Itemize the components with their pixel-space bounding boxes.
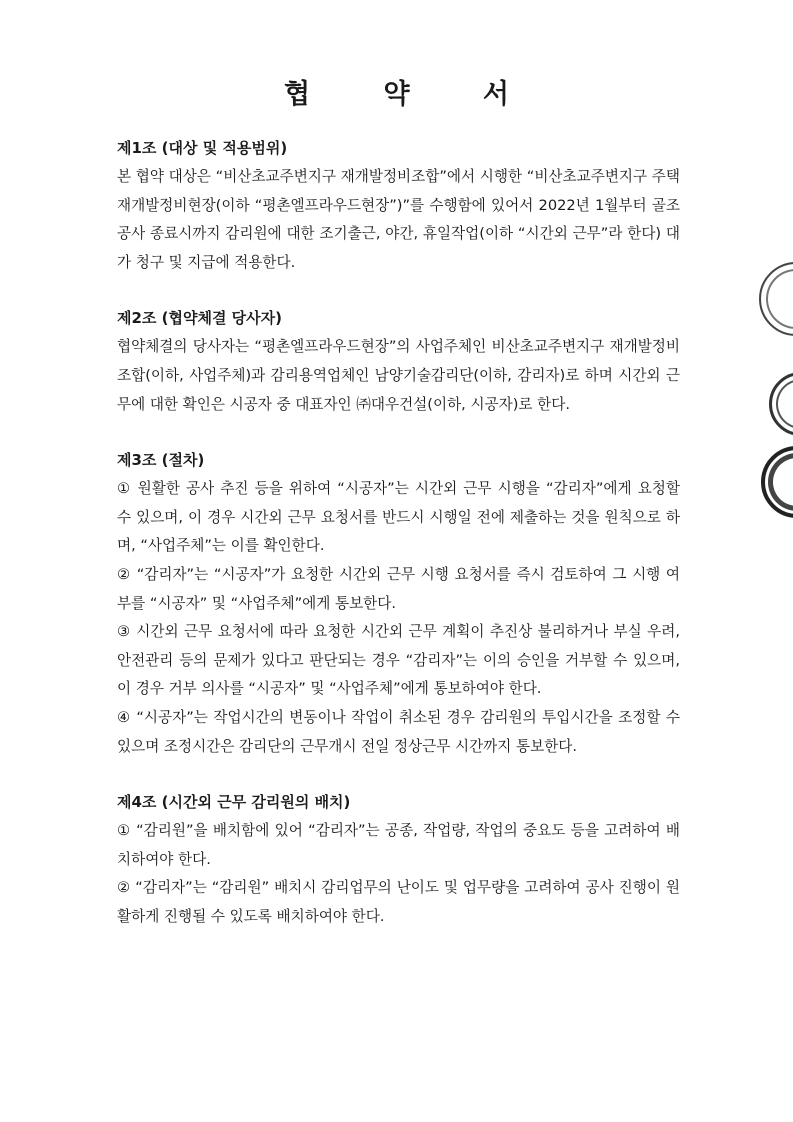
- article-2: [117, 304, 680, 419]
- article-heading: 제2조 (협약체결 당사자): [117, 309, 283, 328]
- article-paragraph: ① “감리원”을 배치함에 있어 “감리자”는 공종, 작업량, 작업의 중요도 등을 고려하여 배치하여야 한다.: [117, 822, 680, 868]
- article-3: [117, 446, 680, 761]
- article-1: [117, 134, 680, 277]
- article-heading: 제4조 (시간외 근무 감리원의 배치): [117, 793, 351, 812]
- article-heading: 제1조 (대상 및 적용범위): [117, 139, 288, 157]
- article-paragraph: ③ 시간외 근무 요청서에 따라 요청한 시간외 근무 계획이 추진상 불리하거나 부실 우려, 안전관리 등의 문제가 있다고 판단되는 경우 “감리자”는 이의 승인을 거부할 수 있으며, 이 경우 거부 의사를 “시공자” 및 “사업주체”에게 통보하여야 한다.: [117, 623, 680, 698]
- article-paragraph: ① 원활한 공사 추진 등을 위하여 “시공자”는 시간외 근무 시행을 “감리자”에게 요청할 수 있으며, 이 경우 시간외 근무 요청서를 반드시 시행일 전에 제출하는 것을 원칙으로 하며, “사업주체”는 이를 확인한다.: [117, 480, 680, 555]
- article-paragraph: ② “감리자”는 “감리원” 배치시 감리업무의 난이도 및 업무량을 고려하여 공사 진행이 원활하게 진행될 수 있도록 배치하여야 한다.: [117, 879, 680, 925]
- article-4: [117, 788, 680, 931]
- seal-stamp-icon: [769, 372, 793, 436]
- article-paragraph: ④ “시공자”는 작업시간의 변동이나 작업이 취소된 경우 감리원의 투입시간을 조정할 수 있으며 조정시간은 감리단의 근무개시 전일 정상근무 시간까지 통보한다.: [117, 708, 680, 755]
- article-paragraph: 본 협약 대상은 “비산초교주변지구 재개발정비조합”에서 시행한 “비산초교주변지구 주택재개발정비현장(이하 “평촌엘프라우드현장”)”를 수행함에 있어서 2022년 1월부터 골조공사 종료시까지 감리원에 대한 조기출근, 야간, 휴일작업(이하 “시간외 근무”라 한다) 대가 청구 및 지급에 적용한다.: [117, 168, 680, 271]
- article-heading: 제3조 (절차): [117, 451, 205, 470]
- seal-stamp-icon: [759, 262, 793, 336]
- document-body: [117, 134, 680, 958]
- article-paragraph: ② “감리자”는 “시공자”가 요청한 시간외 근무 시행 요청서를 즉시 검토하여 그 시행 여부를 “시공자” 및 “사업주체”에게 통보한다.: [117, 565, 680, 612]
- seal-stamp-icon: [761, 446, 793, 518]
- document-title: 협 약 서: [283, 79, 542, 110]
- article-paragraph: 협약체결의 당사자는 “평촌엘프라우드현장”의 사업주체인 비산초교주변지구 재개발정비조합(이하, 사업주체)과 감리용역업체인 남양기술감리단(이하, 감리자)로 하며 시간외 근무에 대한 확인은 시공자 중 대표자인 ㈜대우건설(이하, 시공자)로 한다.: [117, 338, 680, 413]
